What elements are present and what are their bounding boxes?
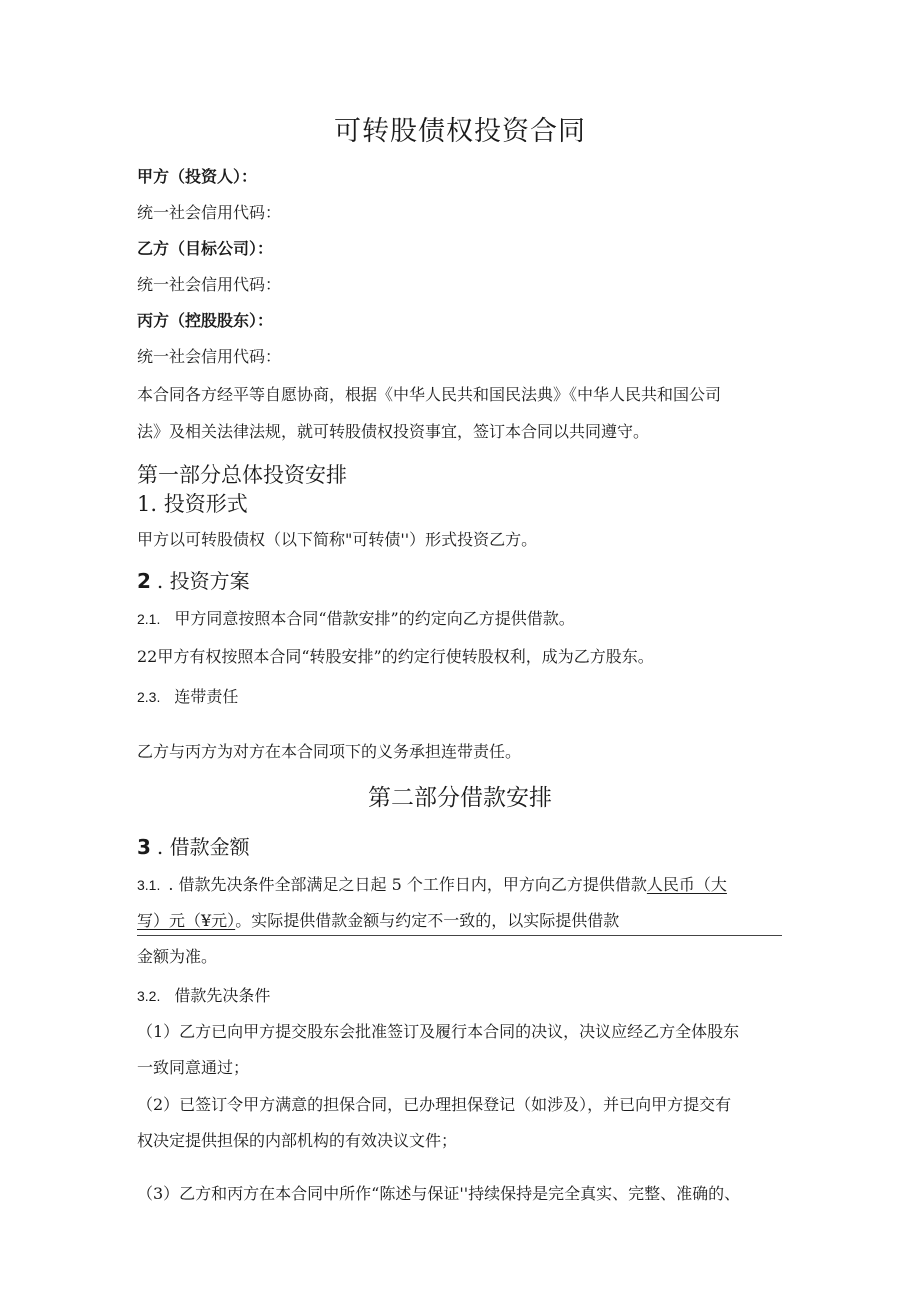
clause-2-1-number: 2.1. <box>137 611 161 627</box>
clause-3-2-number: 3.2. <box>137 988 161 1004</box>
clause-2-3-body: 乙方与丙方为对方在本合同项下的义务承担连带责任。 <box>137 742 522 761</box>
section-2-title: . 投资方案 <box>156 569 250 593</box>
clause-3-1-line-2 <box>137 910 619 932</box>
clause-2-1 <box>137 608 575 630</box>
section-3-title: . 借款金额 <box>156 835 250 859</box>
section-3-heading <box>137 833 250 861</box>
clause-3-1-line-1 <box>137 874 727 896</box>
underline-rule <box>137 935 782 936</box>
clause-2-1-text: 甲方同意按照本合同“借款安排”的约定向乙方提供借款。 <box>174 609 575 628</box>
document-title: 可转股债权投资合同 <box>334 116 586 147</box>
clause-2-3-text: 连带责任 <box>174 687 239 706</box>
condition-2-line-2: 权决定提供担保的内部机构的有效决议文件； <box>137 1131 458 1150</box>
condition-1-line-1: （1）乙方已向甲方提交股东会批准签订及履行本合同的决议，决议应经乙方全体股东 <box>137 1022 740 1041</box>
clause-2-3-number: 2.3. <box>137 689 161 705</box>
preamble-line-1: 本合同各方经平等自愿协商，根据《中华人民共和国民法典》《中华人民共和国公司 <box>137 385 722 404</box>
clause-3-1-number: 3.1. <box>137 877 161 893</box>
condition-3-line-1: （3）乙方和丙方在本合同中所作“陈述与保证''持续保持是完全真实、完整、准确的、 <box>137 1184 741 1203</box>
loan-amount-field-cont: 写）元（¥元） <box>137 911 236 930</box>
condition-1-line-2: 一致同意通过； <box>137 1058 250 1077</box>
clause-3-1-text-b: 。实际提供借款金额与约定不一致的，以实际提供借款 <box>235 911 620 930</box>
section-2-heading <box>137 567 250 595</box>
clause-3-2-text: 借款先决条件 <box>174 986 271 1005</box>
clause-3-1-line-3: 金额为准。 <box>137 947 218 966</box>
section-2-number: 2 <box>137 569 151 593</box>
loan-amount-field: 人民币（大 <box>646 875 727 894</box>
party-b-credit-code: 统一社会信用代码： <box>137 275 282 294</box>
clause-3-1-text-a: . 借款先决条件全部满足之日起 5 个工作日内，甲方向乙方提供借款 <box>168 875 647 894</box>
condition-2-line-1: （2）已签订令甲方满意的担保合同，已办理担保登记（如涉及），并已向甲方提交有 <box>137 1095 732 1114</box>
party-b-label: 乙方（目标公司）： <box>137 239 274 258</box>
section-1-heading: 1. 投资形式 <box>137 492 248 516</box>
part-1-heading: 第一部分总体投资安排 <box>137 463 347 487</box>
party-a-label: 甲方（投资人）： <box>137 167 258 186</box>
clause-3-2 <box>137 985 270 1007</box>
party-c-credit-code: 统一社会信用代码： <box>137 347 282 366</box>
section-3-number: 3 <box>137 835 151 859</box>
clause-2-2-text: 22甲方有权按照本合同“转股安排”的约定行使转股权利，成为乙方股东。 <box>137 647 654 666</box>
preamble-line-2: 法》及相关法律法规，就可转股债权投资事宜，签订本合同以共同遵守。 <box>137 422 650 441</box>
clause-2-3 <box>137 686 238 708</box>
part-2-heading: 第二部分借款安排 <box>368 785 552 811</box>
party-c-label: 丙方（控股股东）： <box>137 311 274 330</box>
section-1-text: 甲方以可转股债权（以下简称"可转债''）形式投资乙方。 <box>137 530 538 549</box>
party-a-credit-code: 统一社会信用代码： <box>137 203 282 222</box>
